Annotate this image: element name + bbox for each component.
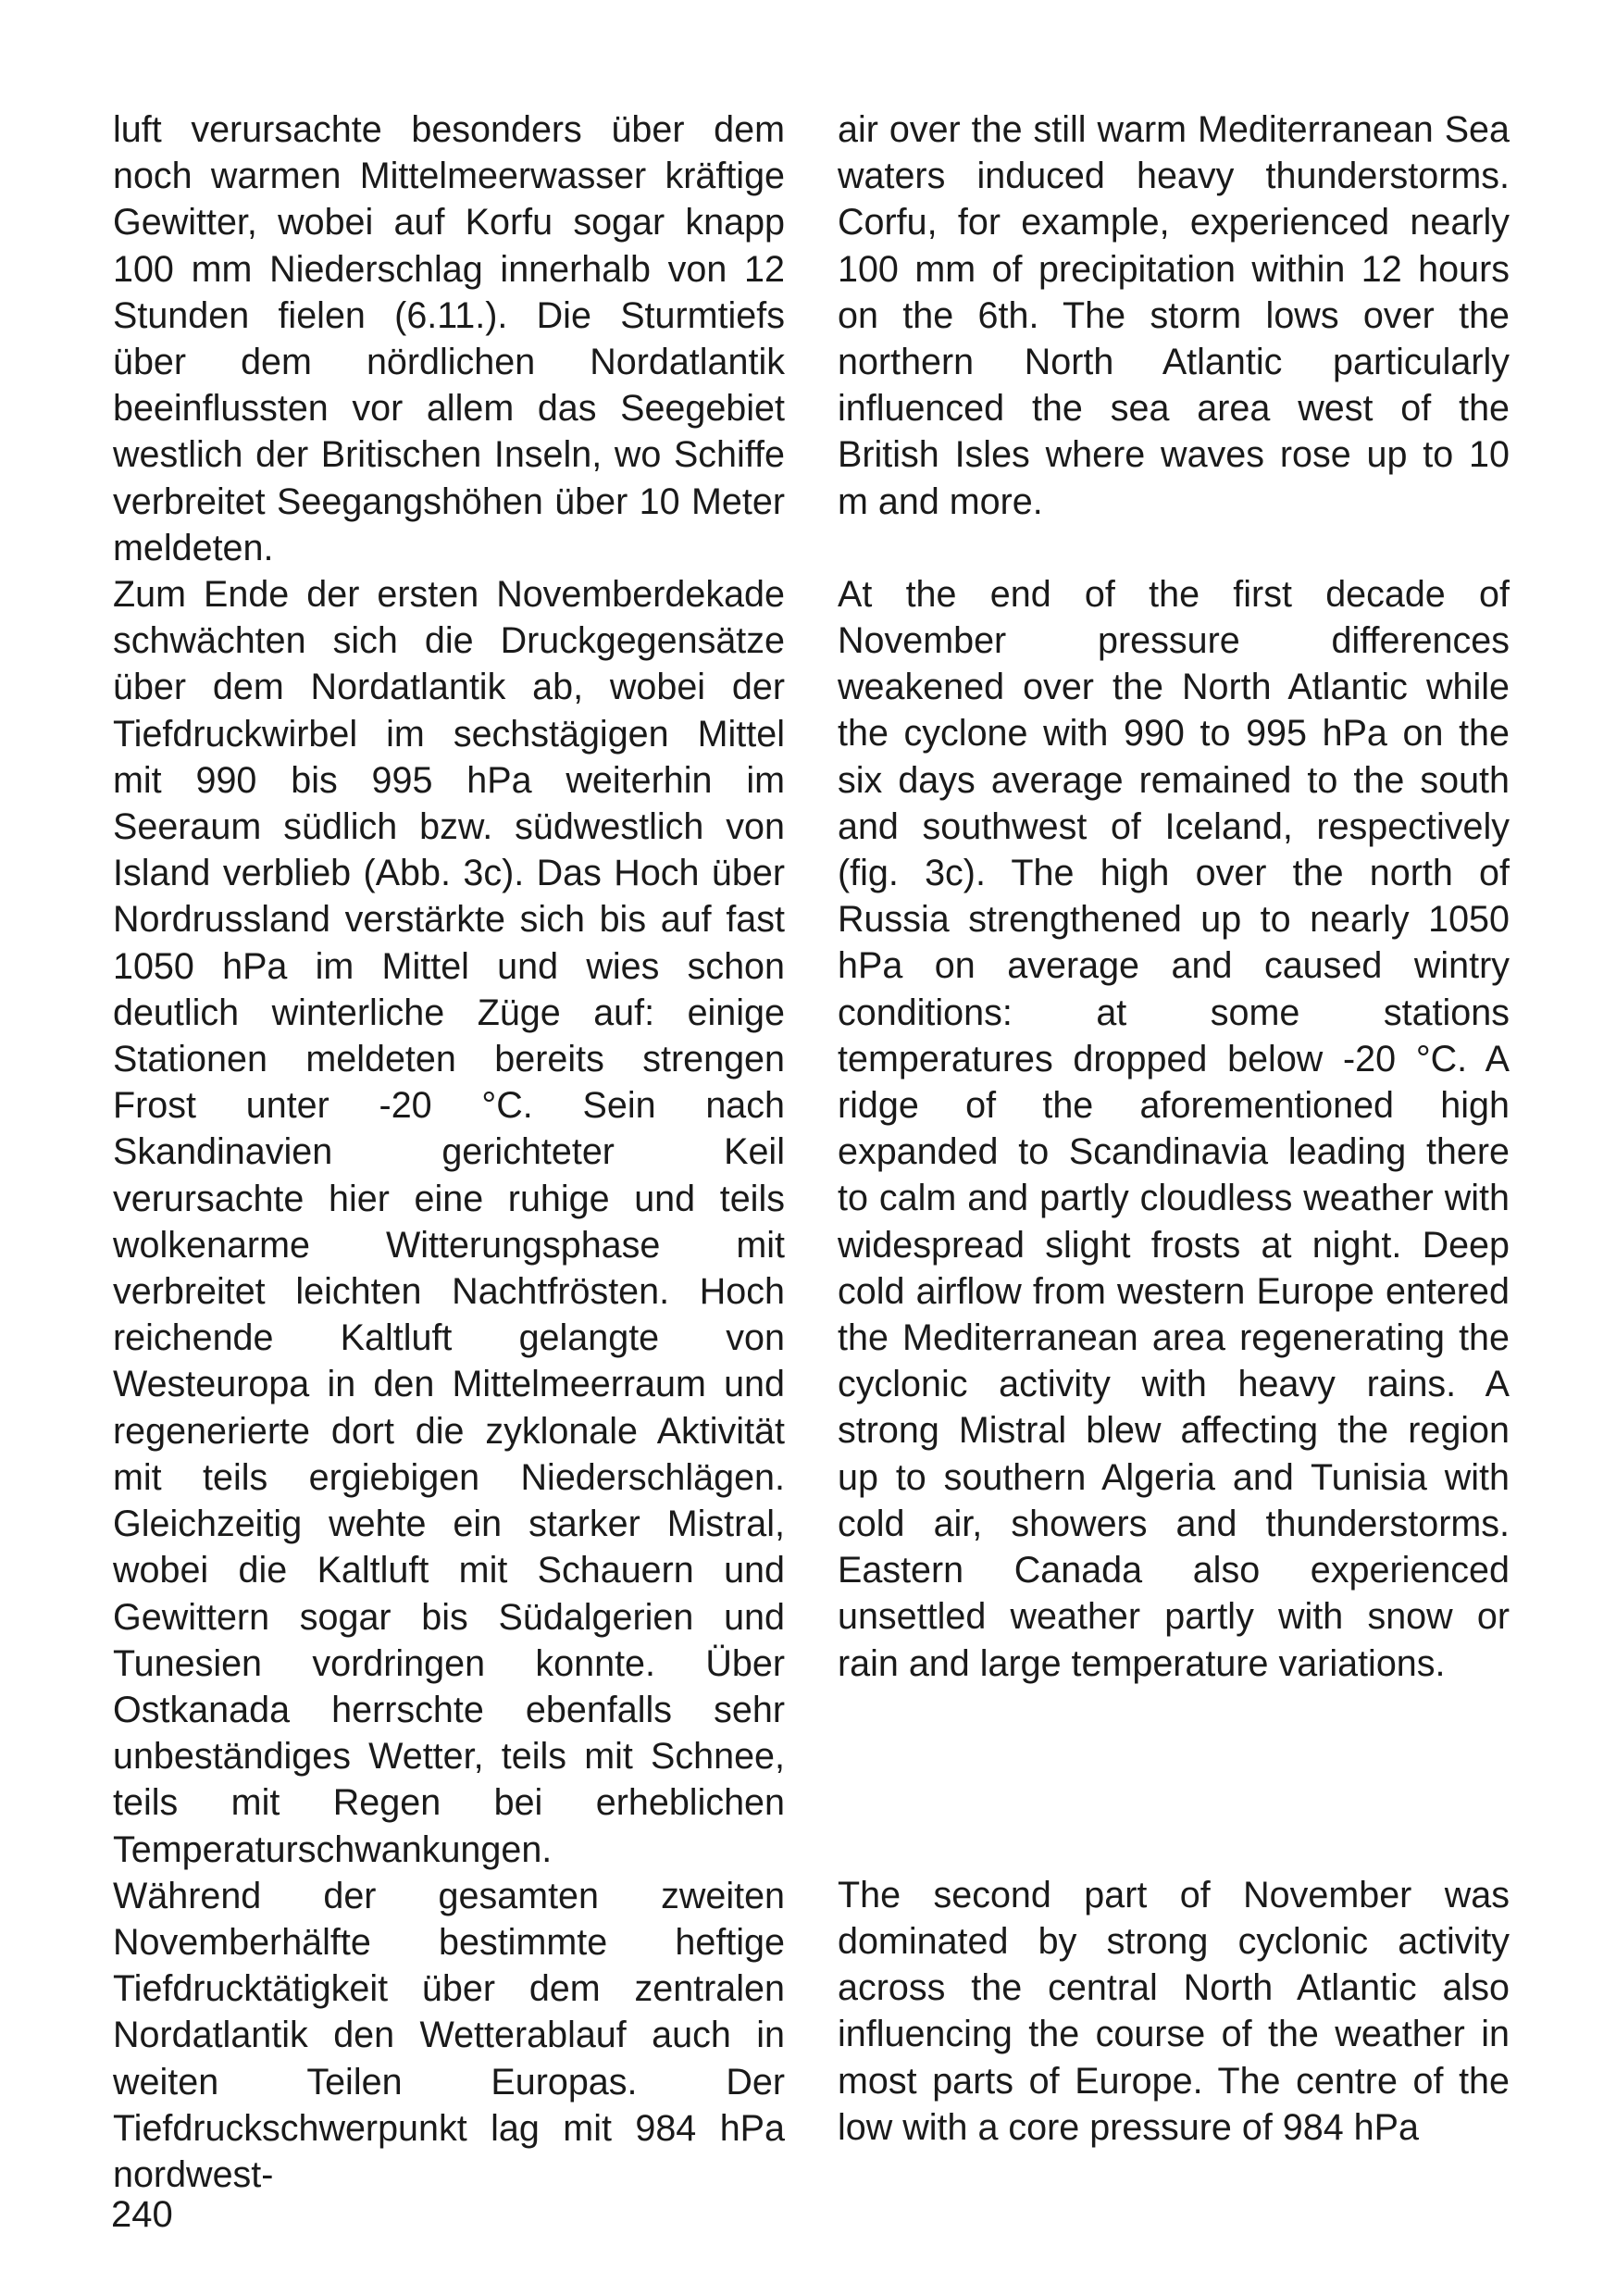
english-paragraph-3: The second part of November was dominated by strong cyclonic activity across the central North Atlantic also influencing the course of the weather in most parts of Europe. The centre of the low with a core pressure of 984 hPa — [838, 1874, 1510, 2148]
german-paragraph-1: luft verursachte besonders über dem noch warmen Mittelmeerwasser kräftige Gewitter, wobei auf Korfu sogar knapp 100 mm Niederschlag innerhalb von 12 Stunden fielen (6.11.). Die Sturmtiefs über dem nördlichen Nordatlantik beeinflussten vor allem das Seegebiet westlich der Britischen Inseln, wo Schiffe verbreitet Seegangshöhen über 10 Meter meldeten. — [113, 109, 785, 568]
english-column — [838, 106, 1510, 2151]
english-paragraph-1: air over the still warm Mediterranean Sea waters induced heavy thunderstorms. Corfu, for example, experienced nearly 100 mm of precipitation within 12 hours on the 6th. The storm lows over the northern North Atlantic particularly influenced the sea area west of the British Isles where waves rose up to 10 m and more. — [838, 109, 1510, 522]
page-number: 240 — [111, 2194, 173, 2235]
english-paragraph-2: At the end of the first decade of November pressure differences weakened over the North Atlantic while the cyclone with 990 to 995 hPa on the six days average remained to the south and southwest of Iceland, respectively (fig. 3c). The high over the north of Russia strengthened up to nearly 1050 hPa on average and caused wintry conditions: at some stations temperatures dropped below -20 °C. A ridge of the aforementioned high expanded to Scandinavia leading there to calm and partly cloudless weather with widespread slight frosts at night. Deep cold airflow from western Europe entered the Mediterranean area regenerating the cyclonic activity with heavy rains. A strong Mistral blew affecting the region up to southern Algeria and Tunisia with cold air, showers and thunderstorms. Eastern Canada also experienced unsettled weather partly with snow or rain and large temperature variations. — [838, 573, 1510, 1684]
german-column — [113, 106, 785, 2198]
german-paragraph-2: Zum Ende der ersten Novemberdekade schwächten sich die Druckgegensätze über dem Nordatlantik ab, wobei der Tiefdruckwirbel im sechstägigen Mittel mit 990 bis 995 hPa weiterhin im Seeraum südlich bzw. südwestlich von Island verblieb (Abb. 3c). Das Hoch über Nordrussland verstärkte sich bis auf fast 1050 hPa im Mittel und wies schon deutlich winterliche Züge auf: einige Stationen meldeten bereits strengen Frost unter -20 °C. Sein nach Skandinavien gerichteter Keil verursachte hier eine ruhige und teils wolkenarme Witterungsphase mit verbreitet leichten Nachtfrösten. Hoch reichende Kaltluft gelangte von Westeuropa in den Mittelmeerraum und regenerierte dort die zyklonale Aktivität mit teils ergiebigen Niederschlägen. Gleichzeitig wehte ein starker Mistral, wobei die Kaltluft mit Schauern und Gewittern sogar bis Südalgerien und Tunesien vordringen konnte. Über Ostkanada herrschte ebenfalls sehr unbeständiges Wetter, teils mit Schnee, teils mit Regen bei erheblichen Temperaturschwankungen. — [113, 574, 785, 1870]
german-paragraph-3: Während der gesamten zweiten Novemberhälfte bestimmte heftige Tiefdrucktätigkeit über dem zentralen Nordatlantik den Wetterablauf auch in weiten Teilen Europas. Der Tiefdruckschwerpunkt lag mit 984 hPa nordwest- — [113, 1875, 785, 2195]
